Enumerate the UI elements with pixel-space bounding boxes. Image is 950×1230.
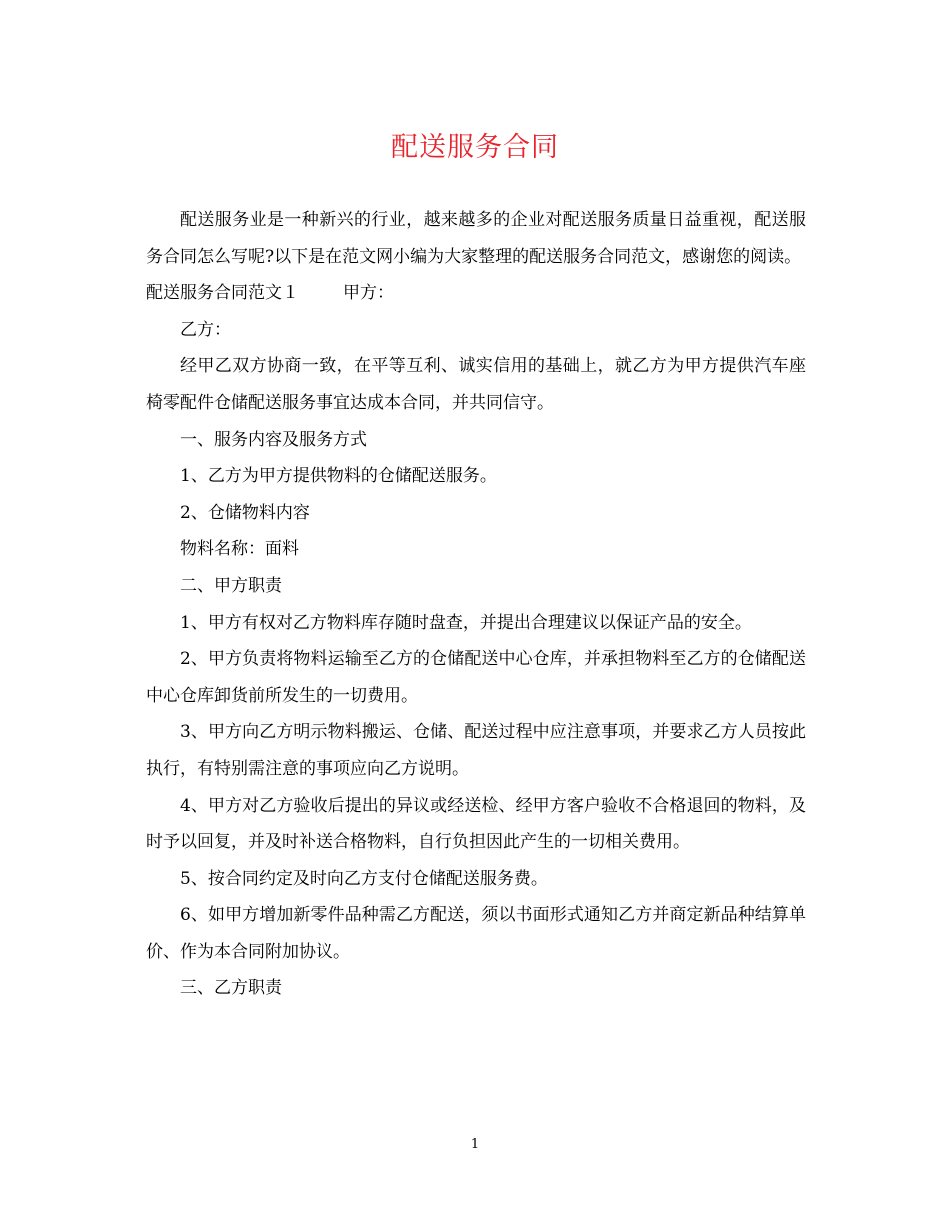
- section-2-item-2: 2、甲方负责将物料运输至乙方的仓储配送中心仓库，并承担物料至乙方的仓储配送中心仓库卸货前所发生的一切费用。: [146, 649, 806, 706]
- section-2-item-3: 3、甲方向乙方明示物料搬运、仓储、配送过程中应注意事项，并要求乙方人员按此执行，有特别需注意的事项应向乙方说明。: [146, 722, 806, 779]
- party-a-label: 甲方：: [343, 283, 394, 304]
- section-2-item-4: 4、甲方对乙方验收后提出的异议或经送检、经甲方客户验收不合格退回的物料，及时予以回复，并及时补送合格物料，自行负担因此产生的一切相关费用。: [146, 795, 806, 853]
- sample-party-a-line: [146, 275, 806, 312]
- intro-paragraph: 配送服务业是一种新兴的行业，越来越多的企业对配送服务质量日益重视，配送服务合同怎么写呢?以下是在范文网小编为大家整理的配送服务合同范文，感谢您的阅读。: [146, 210, 806, 267]
- section-1-heading: 一、服务内容及服务方式: [180, 429, 367, 450]
- document-body: [146, 202, 806, 1007]
- section-2-item-5: 5、按合同约定及时向乙方支付仓储配送服务费。: [180, 868, 548, 889]
- party-b-label: 乙方：: [180, 319, 231, 340]
- document-title: 配送服务合同: [391, 132, 559, 163]
- section-1-item-2: 2、仓储物料内容: [180, 502, 310, 523]
- section-2-item-6: 6、如甲方增加新零件品种需乙方配送，须以书面形式通知乙方并商定新品种结算单价、作为本合同附加协议。: [146, 905, 806, 962]
- section-2-heading: 二、甲方职责: [180, 575, 282, 596]
- material-name: 物料名称：面料: [180, 539, 299, 560]
- section-2-item-1: 1、甲方有权对乙方物料库存随时盘查，并提出合理建议以保证产品的安全。: [180, 612, 752, 633]
- preamble-paragraph: 经甲乙双方协商一致，在平等互利、诚实信用的基础上，就乙方为甲方提供汽车座椅零配件仓储配送服务事宜达成本合同，并共同信守。: [146, 356, 806, 413]
- page-number: 1: [470, 1137, 480, 1152]
- sample-label: 配送服务合同范文１: [146, 283, 299, 304]
- section-3-heading: 三、乙方职责: [180, 978, 282, 999]
- section-1-item-1: 1、乙方为甲方提供物料的仓储配送服务。: [180, 466, 497, 487]
